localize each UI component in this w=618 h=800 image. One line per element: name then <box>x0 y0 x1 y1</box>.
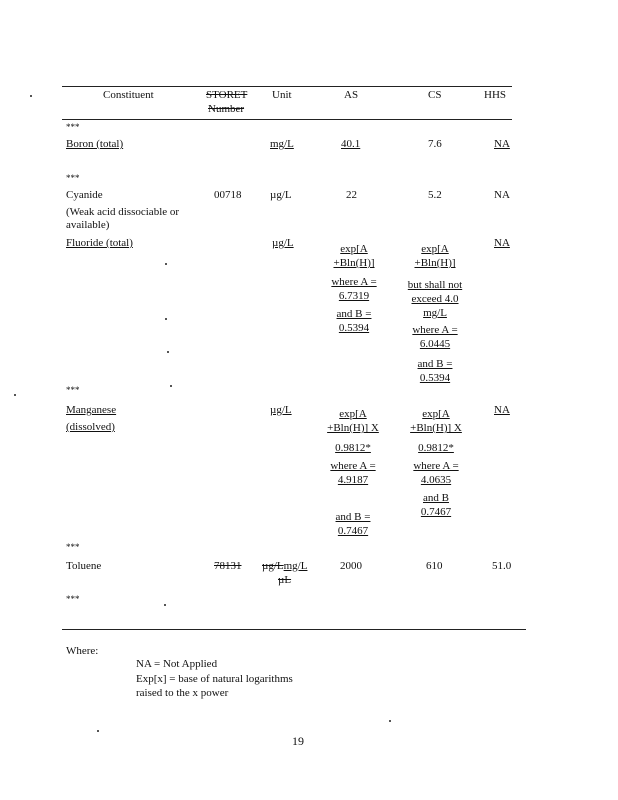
fluoride-cs-line: but shall not <box>407 279 463 291</box>
scan-speck <box>165 318 167 320</box>
manganese-unit: µg/L <box>270 404 292 416</box>
scan-speck <box>165 263 167 265</box>
manganese-cs-line: exp[A <box>422 408 450 420</box>
scan-speck <box>164 604 166 606</box>
toluene-name: Toluene <box>66 560 102 572</box>
fluoride-cs-line: 0.5394 <box>419 372 451 384</box>
scan-speck <box>97 730 99 732</box>
notes-exp-definition-line2: raised to the x power <box>136 687 229 699</box>
manganese-as-line: 4.9187 <box>337 474 369 486</box>
manganese-cs-line: where A = <box>413 460 459 472</box>
col-header-storet: STORET <box>206 89 248 101</box>
col-header-as: AS <box>344 89 359 101</box>
fluoride-cs-line: exceed 4.0 <box>411 293 459 305</box>
fluoride-cs-line: where A = <box>412 324 458 336</box>
fluoride-cs-line: +Bln(H)] <box>414 257 456 269</box>
toluene-unit-line2: µL <box>278 574 292 586</box>
notes-na-definition: NA = Not Applied <box>136 658 218 670</box>
cyanide-cs: 5.2 <box>428 189 442 201</box>
scan-speck <box>170 385 172 387</box>
toluene-unit-new: mg/L <box>283 560 308 572</box>
toluene-unit-old: µg/L <box>262 560 284 572</box>
page-number: 19 <box>292 734 304 748</box>
scan-speck <box>389 720 391 722</box>
fluoride-hhs: NA <box>494 237 510 249</box>
col-header-unit: Unit <box>272 89 292 101</box>
toluene-storet: 78131 <box>214 560 242 572</box>
col-header-constituent: Constituent <box>103 89 154 101</box>
fluoride-cs-line: exp[A <box>421 243 449 255</box>
col-header-cs: CS <box>428 89 442 101</box>
scan-speck <box>14 394 16 396</box>
fluoride-as-line: +Bln(H)] <box>333 257 375 269</box>
boron-as: 40.1 <box>341 138 361 150</box>
manganese-cs-line: 0.7467 <box>420 506 452 518</box>
notes-where: Where: <box>66 645 99 657</box>
cyanide-name-line2: (Weak acid dissociable or <box>66 206 180 218</box>
manganese-hhs: NA <box>494 404 510 416</box>
cyanide-unit: µg/L <box>270 189 292 201</box>
fluoride-as-line: where A = <box>331 276 377 288</box>
stars-marker: *** <box>66 173 80 183</box>
manganese-cs-line: and B <box>423 492 449 504</box>
fluoride-name: Fluoride (total) <box>66 237 133 249</box>
col-header-storet-number: Number <box>208 103 245 115</box>
fluoride-cs-line: mg/L <box>423 307 447 319</box>
stars-marker: *** <box>66 385 80 395</box>
table-bottom-rule <box>62 629 526 630</box>
manganese-as-line: 0.7467 <box>337 525 369 537</box>
cyanide-hhs: NA <box>494 189 510 201</box>
boron-name: Boron (total) <box>66 138 124 150</box>
fluoride-as-line: and B = <box>336 308 372 320</box>
stars-marker: *** <box>66 542 80 552</box>
manganese-name: Manganese <box>66 404 117 416</box>
fluoride-as-line: 0.5394 <box>338 322 370 334</box>
scan-speck <box>30 95 32 97</box>
stars-marker: *** <box>66 594 80 604</box>
manganese-as-line: where A = <box>330 460 376 472</box>
col-header-hhs: HHS <box>484 89 507 101</box>
boron-unit: mg/L <box>270 138 294 150</box>
manganese-name-line2: (dissolved) <box>66 421 115 433</box>
table-top-rule <box>62 86 512 87</box>
fluoride-cs-line: and B = <box>417 358 453 370</box>
fluoride-unit: µg/L <box>272 237 294 249</box>
header-bottom-rule <box>62 119 512 120</box>
toluene-cs: 610 <box>426 560 443 572</box>
cyanide-name-line3: available) <box>66 219 110 231</box>
toluene-hhs: 51.0 <box>492 560 512 572</box>
cyanide-name: Cyanide <box>66 189 103 201</box>
cyanide-storet: 00718 <box>214 189 242 201</box>
boron-hhs: NA <box>494 138 510 150</box>
fluoride-as-line: 6.7319 <box>338 290 370 302</box>
manganese-cs-line: 4.0635 <box>420 474 452 486</box>
manganese-cs-line: +Bln(H)] X <box>410 422 462 434</box>
notes-exp-definition: Exp[x] = base of natural logarithms <box>136 673 293 685</box>
toluene-unit <box>262 560 307 573</box>
fluoride-as-line: exp[A <box>340 243 368 255</box>
manganese-as-line: 0.9812* <box>335 442 371 454</box>
toluene-as: 2000 <box>340 560 362 572</box>
scan-speck <box>167 351 169 353</box>
manganese-as-line: exp[A <box>339 408 367 420</box>
cyanide-as: 22 <box>346 189 357 201</box>
manganese-as-line: and B = <box>335 511 371 523</box>
manganese-as-line: +Bln(H)] X <box>327 422 379 434</box>
stars-marker: *** <box>66 122 80 132</box>
fluoride-cs-line: 6.0445 <box>419 338 451 350</box>
manganese-cs-line: 0.9812* <box>418 442 454 454</box>
boron-cs: 7.6 <box>428 138 442 150</box>
